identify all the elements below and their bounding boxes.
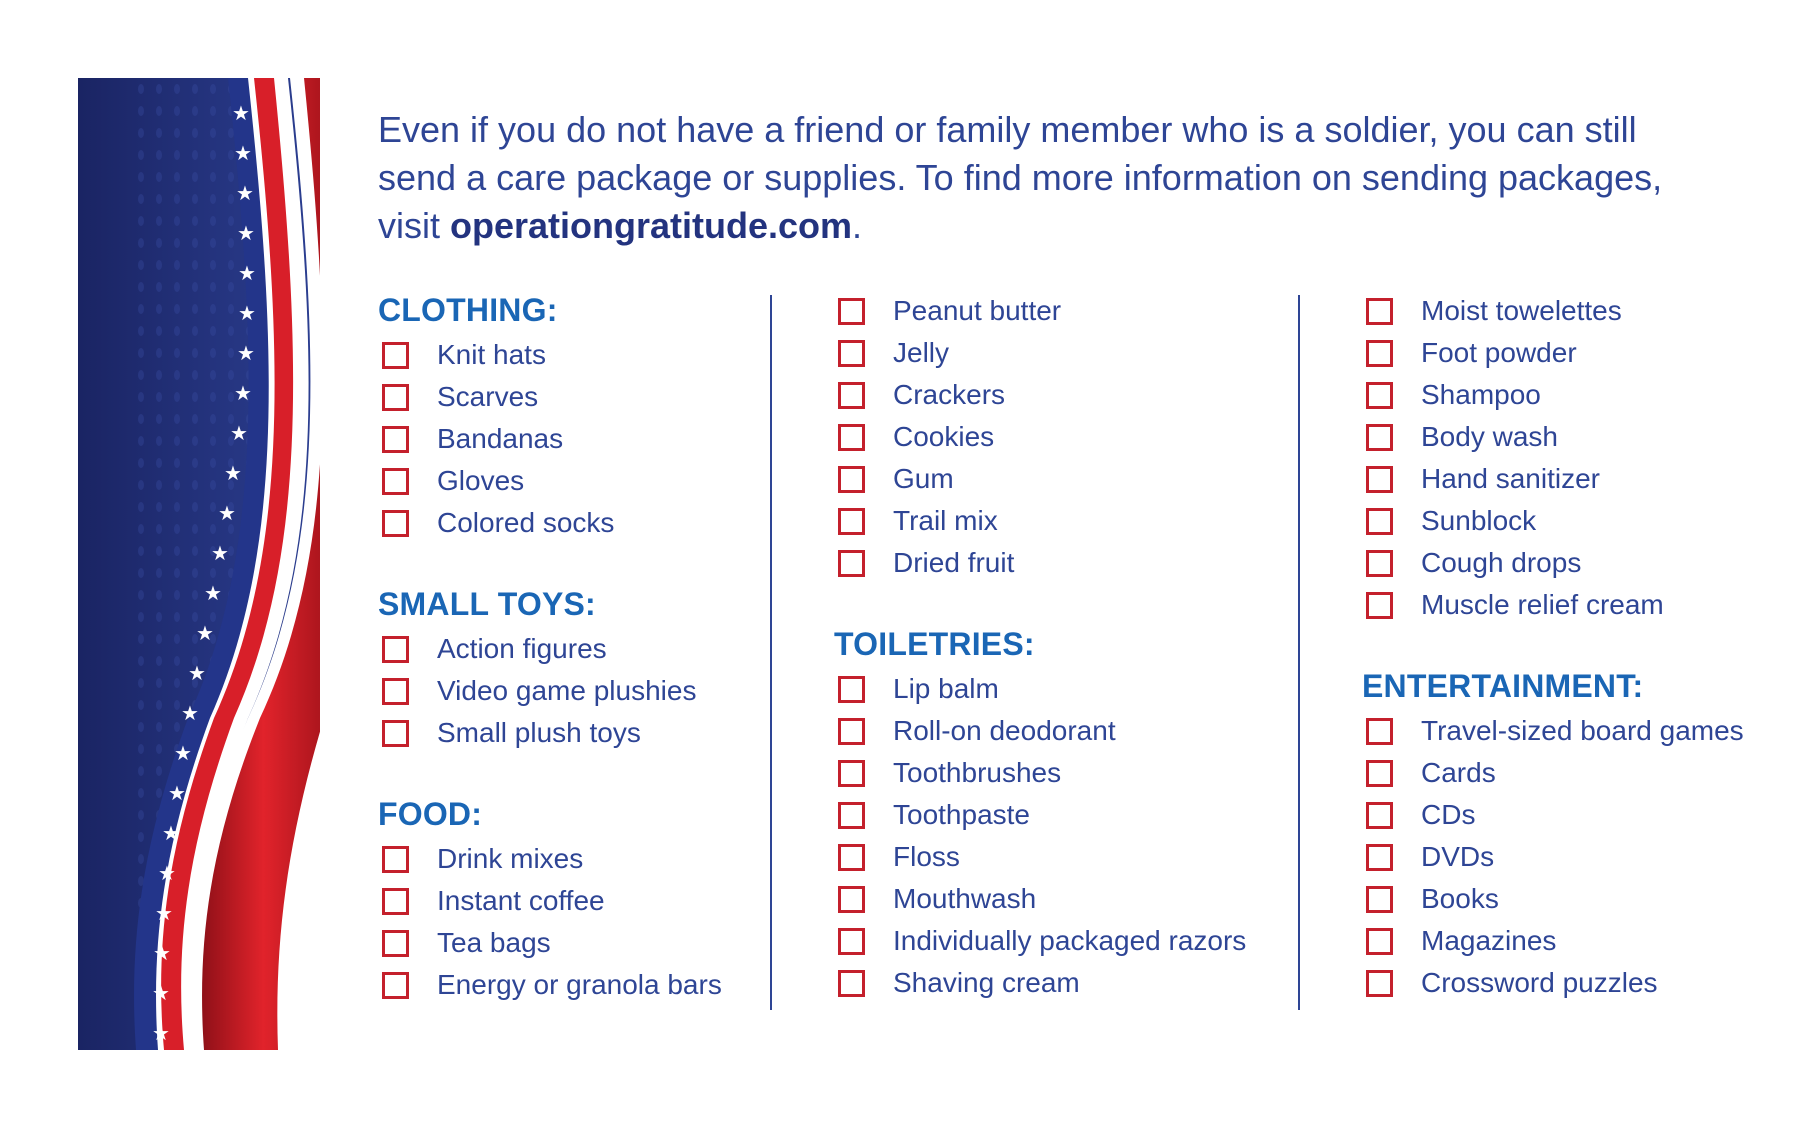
checklist-item [1362,416,1782,458]
checklist-item [378,670,758,712]
svg-text:★: ★ [168,781,186,805]
checklist-item-label: Knit hats [437,339,546,370]
checklist-item [378,880,758,922]
checklist-item-label: Action figures [437,633,607,664]
checklist-item-label: Crackers [893,379,1006,410]
checklist-item [1362,920,1782,962]
checklist-item-label: Small plush toys [437,717,641,748]
checklist-item-label: Foot powder [1421,337,1577,368]
svg-text:★: ★ [236,181,254,205]
checklist-column-2 [834,290,1274,1004]
svg-text:★: ★ [232,101,250,125]
checkbox[interactable] [838,466,865,493]
svg-text:★: ★ [218,501,236,525]
checkbox[interactable] [1366,466,1393,493]
checklist-item-label: Muscle relief cream [1421,589,1664,620]
checklist-item-label: Magazines [1421,925,1557,956]
svg-text:★: ★ [224,461,242,485]
svg-text:★: ★ [152,1021,170,1045]
checklist-item [834,920,1274,962]
checklist-item-label: Tea bags [437,927,551,958]
checklist-item [834,752,1274,794]
checklist [378,628,758,754]
checkbox[interactable] [382,426,409,453]
checklist-item [1362,962,1782,1004]
checklist-item [378,502,758,544]
checklist-item-label: Cough drops [1421,547,1582,578]
checklist-item-label: Energy or granola bars [437,969,722,1000]
svg-text:★: ★ [211,541,229,565]
checklist-item-label: Drink mixes [437,843,584,874]
checklist-item-label: Floss [893,841,960,872]
section-heading: CLOTHING: [378,292,558,328]
checklist-item-label: Moist towelettes [1421,295,1622,326]
section-heading: FOOD: [378,796,483,832]
checklist-item [1362,710,1782,752]
checklist-item-label: Trail mix [893,505,998,536]
checklist-item [378,838,758,880]
svg-text:★: ★ [155,901,173,925]
svg-text:★: ★ [237,221,255,245]
checkbox[interactable] [1366,928,1393,955]
checklist-item-label: Cards [1421,757,1496,788]
checkbox[interactable] [838,550,865,577]
checklist-item [834,332,1274,374]
checklist-item-label: Bandanas [437,423,564,454]
checklist-item-label: Cookies [893,421,995,452]
checklist [378,838,758,1006]
checklist-item-label: Crossword puzzles [1421,967,1658,998]
checklist-item-label: Instant coffee [437,885,605,916]
checkbox[interactable] [382,930,409,957]
checklist-section [378,794,758,1006]
checkbox[interactable] [382,342,409,369]
flag-banner-illustration [78,78,320,1050]
svg-text:★: ★ [237,341,255,365]
svg-text:★: ★ [196,621,214,645]
svg-text:★: ★ [162,821,180,845]
checkbox[interactable] [382,972,409,999]
checklist-item-label: Body wash [1421,421,1558,452]
checklist-item-label: Gum [893,463,954,494]
checklist-item [834,878,1274,920]
svg-text:★: ★ [230,421,248,445]
checklist [1362,710,1782,1004]
checkbox[interactable] [382,510,409,537]
svg-text:★: ★ [158,861,176,885]
checkbox[interactable] [382,678,409,705]
checkbox[interactable] [838,382,865,409]
checklist-item-label: Shampoo [1421,379,1541,410]
checklist-item [834,710,1274,752]
checkbox[interactable] [1366,550,1393,577]
checkbox[interactable] [1366,718,1393,745]
svg-text:★: ★ [152,981,170,1005]
checklist-item [1362,332,1782,374]
checklist-item [1362,878,1782,920]
checkbox[interactable] [382,636,409,663]
checkbox[interactable] [382,384,409,411]
checklist-item [1362,374,1782,416]
checklist-section [378,584,758,754]
section-heading: SMALL TOYS: [378,586,596,622]
checklist [378,334,758,544]
checkbox[interactable] [382,888,409,915]
checklist-item [378,418,758,460]
section-heading: TOILETRIES: [834,626,1035,662]
intro-text: Even if you do not have a friend or family member who is a soldier, you can still send a care package or supplies. To find more information on sending packages, visit [378,109,1663,246]
checklist-item [1362,584,1782,626]
section-heading: ENTERTAINMENT: [1362,668,1644,704]
section-spacer [1362,626,1782,666]
checklist-item [378,922,758,964]
checklist-item [834,668,1274,710]
svg-text:★: ★ [181,701,199,725]
checklist-item [834,458,1274,500]
checklist-item [834,836,1274,878]
checkbox[interactable] [838,802,865,829]
checklist-item-label: Dried fruit [893,547,1015,578]
checklist-item [378,376,758,418]
checkbox[interactable] [838,928,865,955]
checklist-item [1362,290,1782,332]
checkbox[interactable] [838,424,865,451]
svg-text:★: ★ [234,141,252,165]
checklist-item-label: Hand sanitizer [1421,463,1600,494]
checklist-item [378,712,758,754]
checkbox[interactable] [1366,382,1393,409]
checklist-item [378,334,758,376]
checklist-item-label: Peanut butter [893,295,1062,326]
checkbox[interactable] [838,970,865,997]
checklist-item [834,794,1274,836]
checklist-item-label: CDs [1421,799,1476,830]
checkbox[interactable] [838,298,865,325]
checklist-item-label: Scarves [437,381,539,412]
checklist-item-label: Shaving cream [893,967,1080,998]
intro-paragraph [378,106,1718,250]
checklist-item-label: Jelly [893,337,950,368]
checklist-column-1 [378,290,758,1006]
svg-text:★: ★ [188,661,206,685]
checkbox[interactable] [1366,802,1393,829]
checklist-section [834,624,1274,1004]
checkbox[interactable] [838,760,865,787]
checklist-item [1362,794,1782,836]
checklist-item-label: Sunblock [1421,505,1537,536]
checkbox[interactable] [1366,886,1393,913]
checklist-item-label: Individually packaged razors [893,925,1247,956]
checkbox[interactable] [382,846,409,873]
checklist-section [1362,666,1782,1004]
checklist-item-label: Lip balm [893,673,999,704]
section-spacer [378,754,758,794]
checklist-item [1362,500,1782,542]
svg-text:★: ★ [234,381,252,405]
checklist-section [378,290,758,544]
checklist [834,668,1274,1004]
svg-text:★: ★ [238,261,256,285]
checkbox[interactable] [1366,340,1393,367]
checkbox[interactable] [382,468,409,495]
checklist-section [1362,290,1782,626]
svg-text:★: ★ [204,581,222,605]
checklist [1362,290,1782,626]
checkbox[interactable] [1366,844,1393,871]
checklist-column-3 [1362,290,1782,1004]
checklist-section [834,290,1274,584]
checkbox[interactable] [838,718,865,745]
intro-period: . [852,205,863,246]
checklist-item [378,964,758,1006]
checkbox[interactable] [838,886,865,913]
svg-text:★: ★ [238,301,256,325]
checklist-item-label: Mouthwash [893,883,1037,914]
checklist-item-label: Toothbrushes [893,757,1062,788]
checklist-item [834,290,1274,332]
column-divider [770,295,772,1010]
svg-text:★: ★ [174,741,192,765]
column-divider [1298,295,1300,1010]
checkbox[interactable] [1366,970,1393,997]
checkbox[interactable] [1366,508,1393,535]
section-spacer [378,544,758,584]
checklist [834,290,1274,584]
checkbox[interactable] [838,844,865,871]
checklist-item-label: Gloves [437,465,525,496]
checkbox[interactable] [838,676,865,703]
section-spacer [834,584,1274,624]
checklist-item [1362,542,1782,584]
checklist-item-label: Toothpaste [893,799,1030,830]
checklist-item [1362,836,1782,878]
checkbox[interactable] [1366,760,1393,787]
checklist-item-label: Books [1421,883,1499,914]
checkbox[interactable] [1366,424,1393,451]
checkbox[interactable] [382,720,409,747]
checklist-item-label: Video game plushies [437,675,697,706]
website-link[interactable]: operationgratitude.com [450,205,853,246]
checklist-item-label: Roll-on deodorant [893,715,1116,746]
checkbox[interactable] [838,508,865,535]
checklist-item [834,374,1274,416]
checklist-item [378,628,758,670]
checkbox[interactable] [838,340,865,367]
checklist-item [834,542,1274,584]
checklist-item [1362,752,1782,794]
checklist-item [834,416,1274,458]
checklist-item [834,500,1274,542]
checklist-item-label: Travel-sized board games [1421,715,1744,746]
checklist-item-label: DVDs [1421,841,1495,872]
checklist-item [1362,458,1782,500]
checklist-item-label: Colored socks [437,507,615,538]
checkbox[interactable] [1366,298,1393,325]
checklist-item [834,962,1274,1004]
svg-text:★: ★ [153,941,171,965]
checkbox[interactable] [1366,592,1393,619]
checklist-item [378,460,758,502]
